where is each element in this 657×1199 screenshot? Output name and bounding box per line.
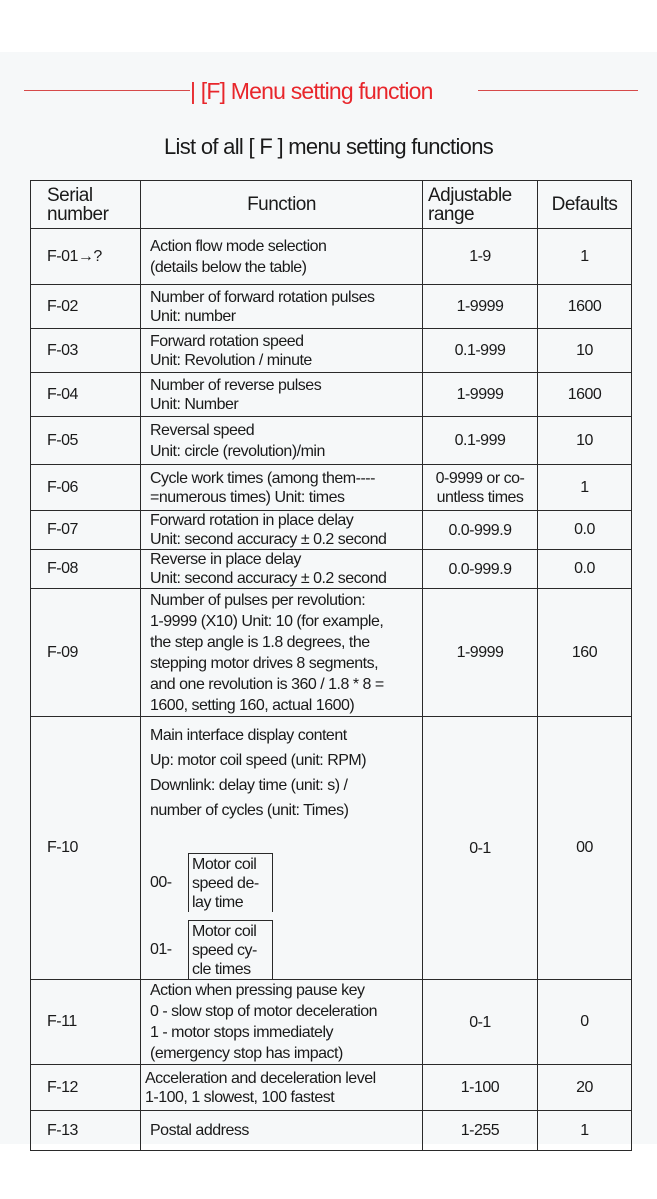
cell-serial: F-06 bbox=[31, 465, 141, 511]
table-row bbox=[31, 1065, 632, 1111]
cell-default: 160 bbox=[538, 589, 632, 717]
function-table bbox=[30, 180, 632, 1151]
cell-range: 0-1 bbox=[423, 980, 538, 1065]
cell-serial: F-12 bbox=[31, 1065, 141, 1111]
cell-function: Action flow mode selection (details below the table) bbox=[141, 229, 423, 285]
cell-default: 10 bbox=[538, 329, 632, 373]
cell-range: 0.1-999 bbox=[423, 329, 538, 373]
cell-default: 00 bbox=[538, 717, 632, 980]
cell-serial: F-03 bbox=[31, 329, 141, 373]
table-row bbox=[31, 229, 632, 285]
header-rule-left bbox=[24, 90, 190, 91]
header-rule-right bbox=[478, 90, 638, 91]
cell-function: Main interface display content Up: motor coil speed (unit: RPM) Downlink: delay time (unit: s) / number of cycles (unit: Times) 00- Motor coil speed de- lay time 01- Motor coil speed cy- cle times bbox=[141, 717, 423, 980]
cell-serial: F-04 bbox=[31, 373, 141, 417]
cell-function: Forward rotation in place delay Unit: second accuracy ± 0.2 second bbox=[141, 511, 423, 550]
table-row bbox=[31, 329, 632, 373]
cell-default: 1 bbox=[538, 1111, 632, 1151]
table-row bbox=[31, 550, 632, 589]
cell-default: 10 bbox=[538, 417, 632, 465]
table-row bbox=[31, 285, 632, 329]
cell-function: Reverse in place delay Unit: second accuracy ± 0.2 second bbox=[141, 550, 423, 589]
cell-serial: F-02 bbox=[31, 285, 141, 329]
cell-serial: F-11 bbox=[31, 980, 141, 1065]
cell-serial: F-07 bbox=[31, 511, 141, 550]
col-header-function: Function bbox=[141, 181, 423, 229]
cell-serial: F-05 bbox=[31, 417, 141, 465]
cell-range: 1-9999 bbox=[423, 373, 538, 417]
cell-default: 1600 bbox=[538, 285, 632, 329]
cell-default: 1 bbox=[538, 465, 632, 511]
cell-serial: F-01→? bbox=[31, 229, 141, 285]
table-header-row bbox=[31, 181, 632, 229]
cell-range: 1-9 bbox=[423, 229, 538, 285]
cell-function: Cycle work times (among them---- =numerous times) Unit: times bbox=[141, 465, 423, 511]
cell-default: 0.0 bbox=[538, 550, 632, 589]
cell-function: Number of reverse pulses Unit: Number bbox=[141, 373, 423, 417]
cell-default: 1 bbox=[538, 229, 632, 285]
cell-default: 0 bbox=[538, 980, 632, 1065]
option-label-box: Motor coil speed de- lay time bbox=[188, 853, 273, 912]
cell-range: 1-255 bbox=[423, 1111, 538, 1151]
cell-function: Reversal speed Unit: circle (revolution)/min bbox=[141, 417, 423, 465]
cell-function: Action when pressing pause key 0 - slow stop of motor deceleration 1 - motor stops immediately (emergency stop has impact) bbox=[141, 980, 423, 1065]
cell-serial: F-10 bbox=[31, 717, 141, 980]
option-code: 01- bbox=[150, 941, 172, 958]
cell-function: Postal address bbox=[141, 1111, 423, 1151]
section-title: | [F] Menu setting function bbox=[190, 78, 433, 104]
cell-default: 20 bbox=[538, 1065, 632, 1111]
cell-serial: F-13 bbox=[31, 1111, 141, 1151]
cell-range: 0.0-999.9 bbox=[423, 511, 538, 550]
option-code: 00- bbox=[150, 874, 172, 891]
col-header-range: Adjustable range bbox=[423, 181, 538, 229]
col-header-defaults: Defaults bbox=[538, 181, 632, 229]
table-row bbox=[31, 1111, 632, 1151]
table-row bbox=[31, 511, 632, 550]
cell-range: 1-100 bbox=[423, 1065, 538, 1111]
cell-serial: F-09 bbox=[31, 589, 141, 717]
cell-function: Number of pulses per revolution: 1-9999 (X10) Unit: 10 (for example, the step angle is 1.8 degrees, the stepping motor drives 8 segments, and one revolution is 360 / 1.8 * 8 = 1600, setting 160, actual 1600) bbox=[141, 589, 423, 717]
cell-range: 0-9999 or co- untless times bbox=[423, 465, 538, 511]
cell-function: Number of forward rotation pulses Unit: number bbox=[141, 285, 423, 329]
table-row bbox=[31, 417, 632, 465]
option-label-box: Motor coil speed cy- cle times bbox=[188, 920, 273, 979]
table-row bbox=[31, 717, 632, 980]
cell-serial: F-08 bbox=[31, 550, 141, 589]
cell-range: 0-1 bbox=[423, 717, 538, 980]
table-caption: List of all [ F ] menu setting functions bbox=[163, 134, 494, 159]
cell-default: 0.0 bbox=[538, 511, 632, 550]
cell-range: 1-9999 bbox=[423, 589, 538, 717]
cell-range: 1-9999 bbox=[423, 285, 538, 329]
cell-range: 0.0-999.9 bbox=[423, 550, 538, 589]
cell-function: Acceleration and deceleration level 1-100, 1 slowest, 100 fastest bbox=[141, 1065, 423, 1111]
table-row bbox=[31, 589, 632, 717]
display-option-01 bbox=[150, 920, 422, 979]
col-header-serial: Serial number bbox=[31, 181, 141, 229]
table-row bbox=[31, 373, 632, 417]
display-option-00 bbox=[150, 853, 422, 912]
cell-range: 0.1-999 bbox=[423, 417, 538, 465]
table-row bbox=[31, 465, 632, 511]
table-row bbox=[31, 980, 632, 1065]
cell-default: 1600 bbox=[538, 373, 632, 417]
section-header bbox=[0, 74, 657, 108]
cell-function: Forward rotation speed Unit: Revolution / minute bbox=[141, 329, 423, 373]
